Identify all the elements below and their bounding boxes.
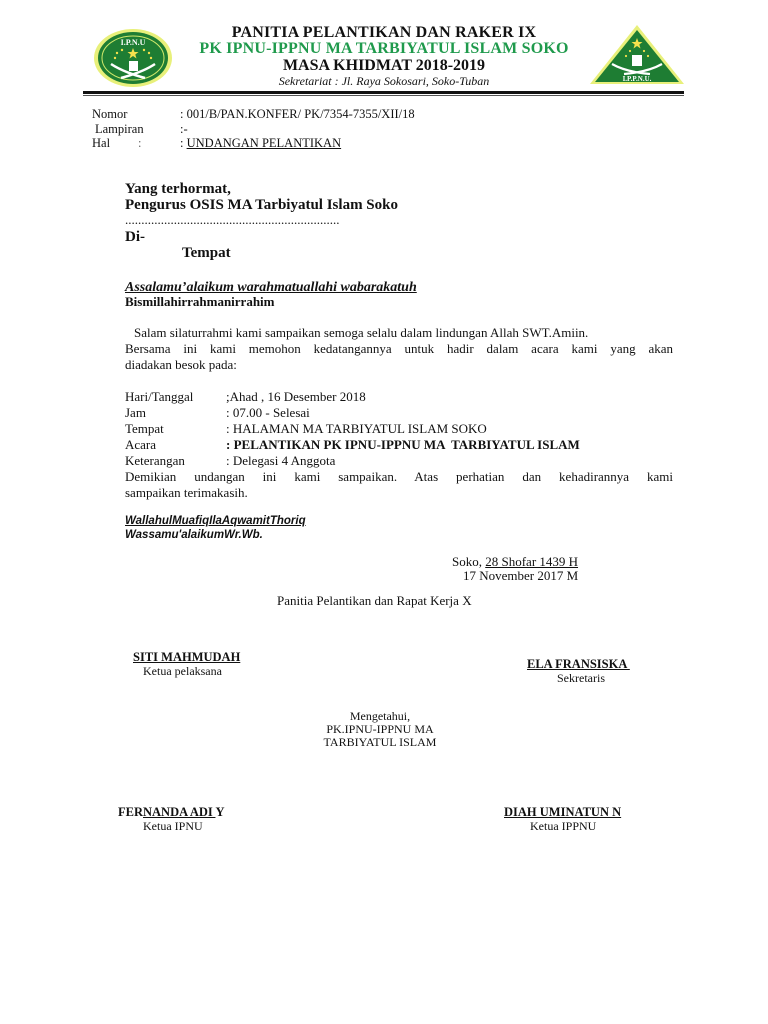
body-paragraph-1: Salam silaturrahmi kami sampaikan semoga selalu dalam lindungan Allah SWT.Amiin. <box>134 325 589 340</box>
hal-label: Hal <box>92 136 111 150</box>
svg-text:I.P.P.N.U.: I.P.P.N.U. <box>622 75 652 83</box>
detail-value-event: : PELANTIKAN PK IPNU-IPPNU MA TARBIYATUL ISLAM <box>226 437 580 452</box>
secretary-role: Sekretaris <box>557 671 605 685</box>
hijri-date: 28 Shofar 1439 H <box>485 554 579 569</box>
hal-value-prefix: : <box>180 136 187 150</box>
ipnu-chair-name-prefix: FER <box>118 805 143 819</box>
header-divider-thin <box>83 95 684 96</box>
body-paragraph-2-line2: diadakan besok pada: <box>125 357 237 372</box>
committee-title: PANITIA PELANTIKAN DAN RAKER IX <box>231 24 537 41</box>
chair-name: SITI MAHMUDAH <box>133 650 241 664</box>
detail-label-date: Hari/Tanggal <box>125 389 194 404</box>
ippnu-chair-role: Ketua IPPNU <box>530 819 597 833</box>
detail-value-time: : 07.00 - Selesai <box>226 405 310 420</box>
organization-title: PK IPNU-IPPNU MA TARBIYATUL ISLAM SOKO <box>199 40 569 57</box>
lampiran-label: Lampiran <box>95 122 144 136</box>
secretary-name: ELA FRANSISKA <box>527 657 630 671</box>
hal-colon: : <box>138 136 142 150</box>
detail-value-place: : HALAMAN MA TARBIYATUL ISLAM SOKO <box>226 421 487 436</box>
hal-value <box>180 136 341 151</box>
letter-place: Soko, <box>452 554 486 569</box>
nomor-value: : 001/B/PAN.KONFER/ PK/7354-7355/XII/18 <box>180 107 415 121</box>
detail-label-place: Tempat <box>125 421 164 436</box>
closing-line2: sampaikan terimakasih. <box>125 485 248 500</box>
chair-role: Ketua pelaksana <box>143 664 222 678</box>
detail-label-note: Keterangan <box>125 453 185 468</box>
body-paragraph-2-line1: Bersama ini kami memohon kedatangannya untuk hadir dalam acara kami yang akan <box>125 341 673 356</box>
recipient-greeting: Yang terhormat, <box>125 181 231 197</box>
header-divider <box>83 91 684 94</box>
detail-value-note: : Delegasi 4 Anggota <box>226 453 336 468</box>
closing-salam: Wassamu'alaikumWr.Wb. <box>125 529 263 541</box>
ippnu-logo <box>588 24 686 86</box>
ipnu-chair-name-underlined: NANDA ADI <box>143 805 216 819</box>
ipnu-chair-name-suffix: Y <box>215 805 225 819</box>
hal-value-text: UNDANGAN PELANTIKAN <box>186 136 342 150</box>
recipient-dots: .................................................................. <box>125 212 340 227</box>
recipient-name: Pengurus OSIS MA Tarbiyatul Islam Soko <box>125 197 398 213</box>
recipient-di: Di- <box>125 229 145 245</box>
letter-date-masehi: 17 November 2017 M <box>463 568 579 583</box>
recipient-place: Tempat <box>182 245 231 261</box>
ippnu-chair-name: DIAH UMINATUN N <box>504 805 622 819</box>
opening-salam: Assalamu’alaikum warahmatuallahi wabarakatuh <box>125 280 417 295</box>
ipnu-chair-role: Ketua IPNU <box>143 819 203 833</box>
closing-motto: WallahulMuafiqIlaAqwamitThoriq <box>125 515 306 527</box>
acknowledge-label: Mengetahui, <box>349 709 411 723</box>
detail-label-event: Acara <box>125 437 157 452</box>
closing-line1: Demikian undangan ini kami sampaikan. Atas perhatian dan kehadirannya kami <box>125 469 673 484</box>
bismillah: Bismillahirrahmanirrahim <box>125 294 275 309</box>
secretariat-address: Sekretariat : Jl. Raya Sokosari, Soko-Tuban <box>278 74 490 88</box>
term-title: MASA KHIDMAT 2018-2019 <box>282 57 486 74</box>
acknowledge-org-line2: TARBIYATUL ISLAM <box>323 735 437 749</box>
nomor-label: Nomor <box>92 107 128 121</box>
acknowledge-org-line1: PK.IPNU-IPPNU MA <box>326 722 434 736</box>
lampiran-value: :- <box>180 122 188 136</box>
detail-label-time: Jam <box>125 405 146 420</box>
committee-signoff: Panitia Pelantikan dan Rapat Kerja X <box>277 593 472 608</box>
ipnu-chair-name <box>118 805 225 820</box>
detail-value-date: ;Ahad , 16 Desember 2018 <box>226 389 366 404</box>
svg-text:I.P.N.U: I.P.N.U <box>120 38 146 47</box>
